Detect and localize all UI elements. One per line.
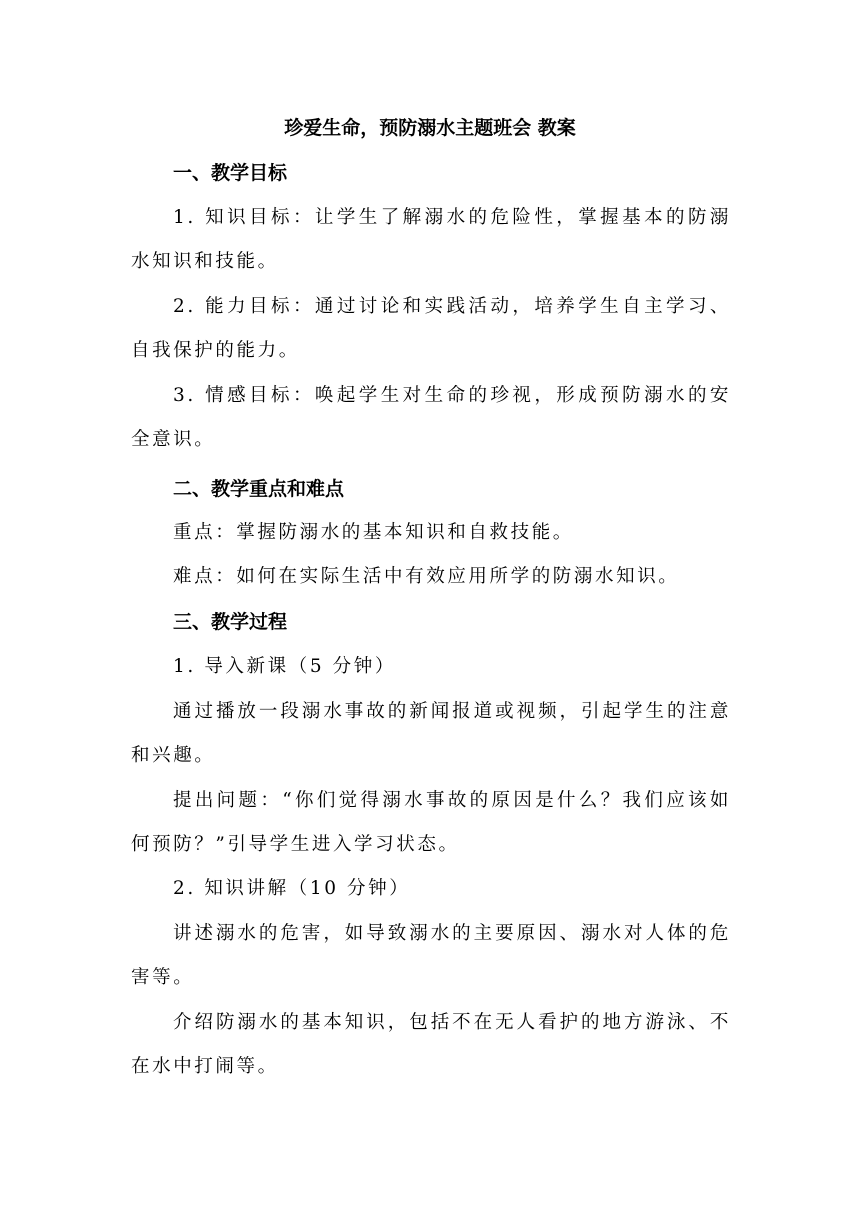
step-knowledge-paragraph-1: 讲述溺水的危害，如导致溺水的主要原因、溺水对人体的危害等。	[131, 923, 731, 988]
section-heading-key-points: 二、教学重点和难点	[173, 478, 345, 500]
difficulty-text: 难点：如何在实际生活中有效应用所学的防溺水知识。	[173, 566, 680, 587]
key-point-text: 重点：掌握防溺水的基本知识和自救技能。	[173, 522, 574, 543]
section-heading-teaching-process: 三、教学过程	[173, 611, 288, 633]
step-knowledge-paragraph-2: 介绍防溺水的基本知识，包括不在无人看护的地方游泳、不在水中打闹等。	[131, 1012, 731, 1077]
step-intro-label: 1. 导入新课（5 分钟）	[173, 656, 396, 677]
goal-emotion: 3. 情感目标：唤起学生对生命的珍视，形成预防溺水的安全意识。	[131, 385, 731, 450]
goal-ability: 2. 能力目标：通过讨论和实践活动，培养学生自主学习、自我保护的能力。	[131, 296, 731, 361]
document-title: 珍爱生命，预防溺水主题班会 教案	[284, 117, 576, 139]
step-intro-paragraph-1: 通过播放一段溺水事故的新闻报道或视频，引起学生的注意和兴趣。	[131, 701, 731, 766]
step-intro-paragraph-2: 提出问题：“你们觉得溺水事故的原因是什么？我们应该如何预防？”引导学生进入学习状态。	[131, 790, 731, 855]
step-knowledge-label: 2. 知识讲解（10 分钟）	[173, 878, 411, 899]
section-heading-teaching-goals: 一、教学目标	[173, 162, 288, 184]
goal-knowledge: 1. 知识目标：让学生了解溺水的危险性，掌握基本的防溺水知识和技能。	[131, 207, 731, 272]
